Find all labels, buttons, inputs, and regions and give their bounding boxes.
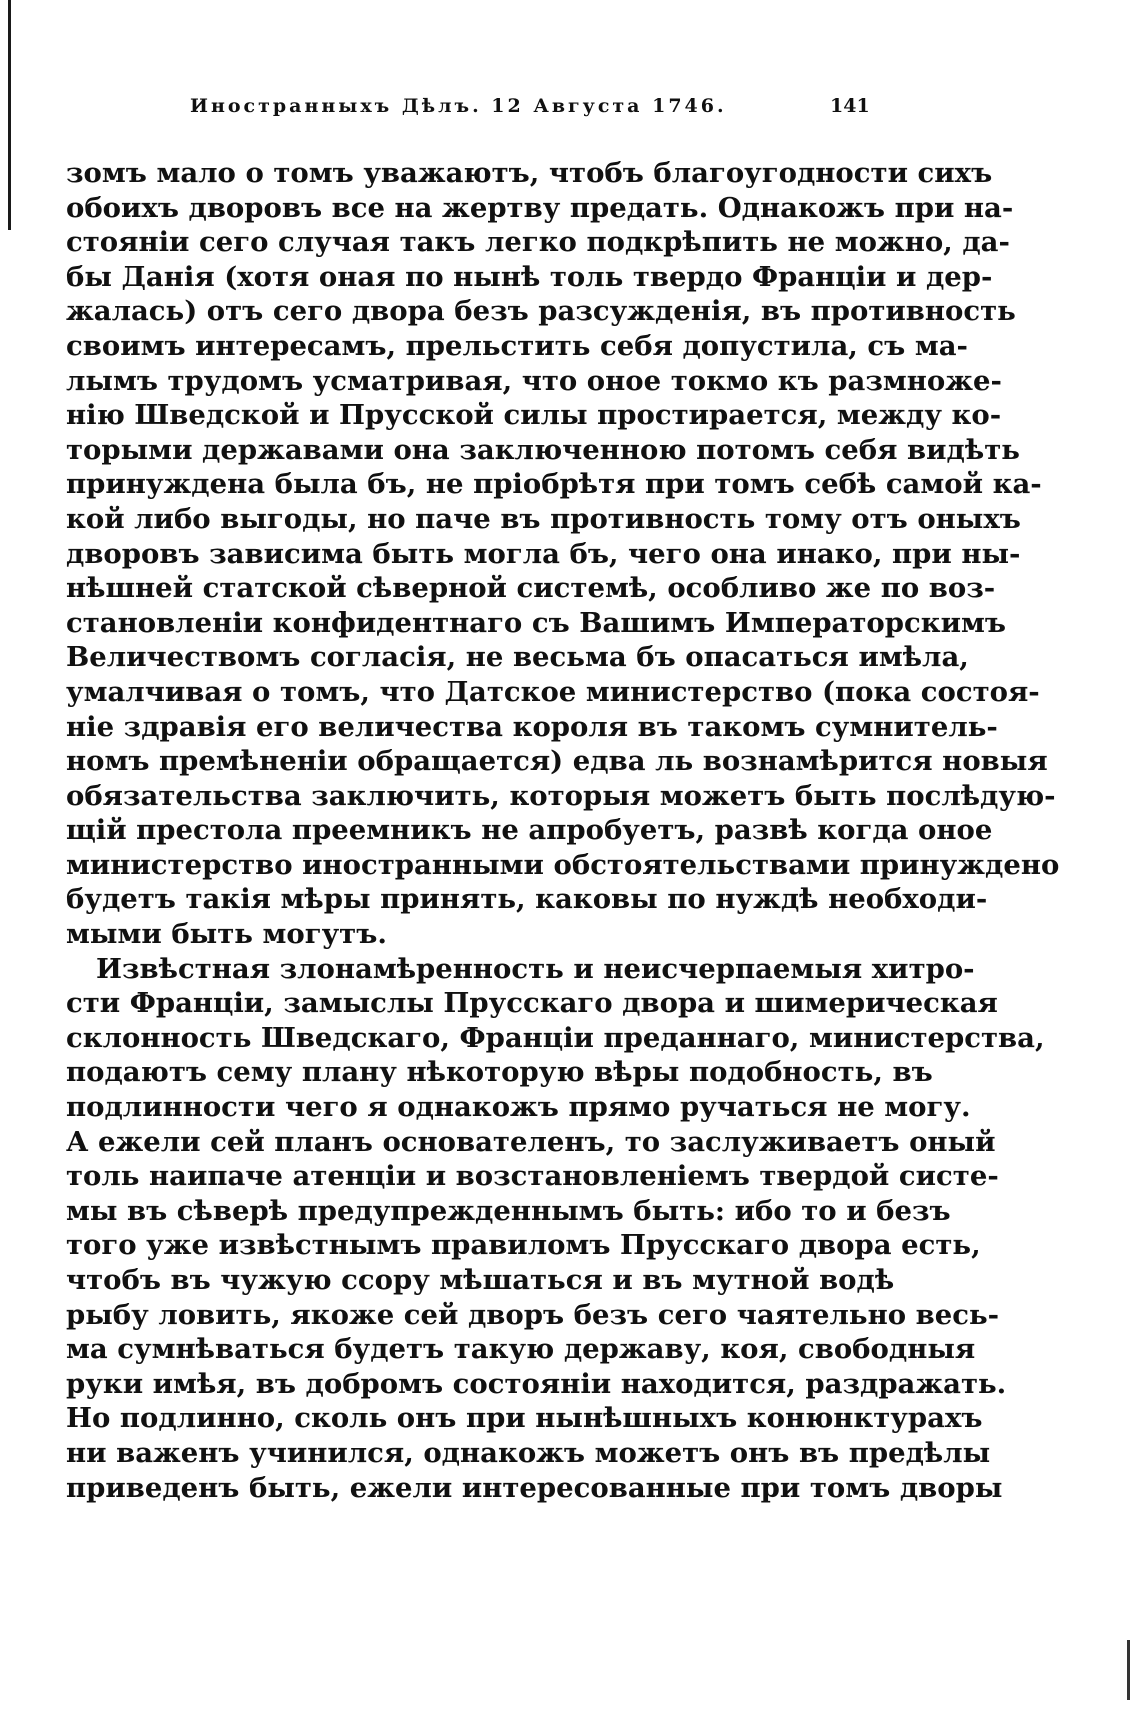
text-line: бы Данія (хотя оная по нынѣ толь твердо Франціи и дер- <box>66 260 993 293</box>
text-line: ма сумнѣваться будетъ такую державу, коя, свободныя <box>66 1333 976 1366</box>
text-line: зомъ мало о томъ уважаютъ, чтобъ благоугодности сихъ <box>66 157 993 189</box>
running-header: Иностранныхъ Дѣлъ. 12 Августа 1746. <box>190 95 727 117</box>
paragraph-1 <box>66 156 1060 952</box>
text-line: ніе здравія его величества короля въ такомъ сумнитель- <box>66 710 998 743</box>
text-line: подаютъ сему плану нѣкоторую вѣры подобность, въ <box>66 1056 933 1089</box>
text-line: руки имѣя, въ добромъ состояніи находится, раздражать. <box>66 1367 1007 1400</box>
text-line: нію Шведской и Прусской силы простирается, между ко- <box>66 399 1002 432</box>
text-line: умалчивая о томъ, что Датское министерство (пока состоя- <box>66 675 1040 708</box>
text-line: кой либо выгоды, но паче въ противность тому отъ оныхъ <box>66 502 1021 535</box>
text-line: рыбу ловить, якоже сей дворъ безъ сего чаятельно весь- <box>66 1298 1000 1331</box>
text-line: склонность Шведскаго, Франціи преданнаго, министерства, <box>66 1021 1045 1054</box>
text-line: сти Франціи, замыслы Прусскаго двора и шимерическая <box>66 987 998 1020</box>
text-line: обязательства заключить, которыя можетъ быть послѣдую- <box>66 779 1056 812</box>
text-line: чтобъ въ чужую ссору мѣшаться и въ мутной водѣ <box>66 1264 895 1296</box>
text-line: ни важенъ учинился, однакожъ можетъ онъ въ предѣлы <box>66 1436 991 1469</box>
paragraph-2 <box>66 952 1045 1506</box>
text-line: жалась) отъ сего двора безъ разсужденія, въ противность <box>66 295 1016 328</box>
text-line: мы въ сѣверѣ предупрежденнымъ быть: ибо то и безъ <box>66 1194 951 1227</box>
text-line: становленіи конфидентнаго съ Вашимъ Императорскимъ <box>66 606 1006 639</box>
text-line: толь наипаче атенціи и возстановленіемъ твердой систе- <box>66 1160 999 1193</box>
text-line: щій престола преемникъ не апробуетъ, развѣ когда оное <box>66 814 993 847</box>
text-line: подлинности чего я однакожъ прямо ручаться не могу. <box>66 1091 971 1124</box>
text-line: Величествомъ согласія, не весьма бъ опасаться имѣла, <box>66 641 969 674</box>
text-line: Извѣстная злонамѣренность и неисчерпаемыя хитро- <box>96 952 975 985</box>
text-line: министерство иностранными обстоятельствами принуждено <box>66 848 1060 881</box>
scan-edge-mark <box>8 0 11 230</box>
text-line: принуждена была бъ, не пріобрѣтя при томъ себѣ самой ка- <box>66 468 1042 501</box>
text-line: А ежели сей планъ основателенъ, то заслуживаетъ оный <box>66 1125 996 1158</box>
text-line: будетъ такія мѣры принять, каковы по нуждѣ необходи- <box>66 883 988 916</box>
text-line: нѣшней статской сѣверной системѣ, особливо же по воз- <box>66 572 996 605</box>
text-line: своимъ интересамъ, прельстить себя допустила, съ ма- <box>66 329 968 362</box>
text-line: мыми быть могутъ. <box>66 918 387 951</box>
body-text <box>66 156 1060 1505</box>
text-line: стояніи сего случая такъ легко подкрѣпить не можно, да- <box>66 226 1010 259</box>
text-line: Но подлинно, сколь онъ при нынѣшныхъ конюнктурахъ <box>66 1402 983 1435</box>
page-number: 141 <box>830 95 870 117</box>
text-line: торыми державами она заключенною потомъ себя видѣть <box>66 433 1020 466</box>
scan-edge-mark-right <box>1127 1640 1130 1700</box>
text-line: того уже извѣстнымъ правиломъ Прусскаго двора есть, <box>66 1229 981 1262</box>
text-line: лымъ трудомъ усматривая, что оное токмо къ размноже- <box>66 364 1002 397</box>
text-line: дворовъ зависима быть могла бъ, чего она инако, при ны- <box>66 537 1021 570</box>
text-line: приведенъ быть, ежели интересованные при томъ дворы <box>66 1471 1003 1504</box>
text-line: обоихъ дворовъ все на жертву предать. Однакожъ при на- <box>66 191 1014 224</box>
text-line: номъ премѣненіи обращается) едва ль вознамѣрится новыя <box>66 745 1048 778</box>
